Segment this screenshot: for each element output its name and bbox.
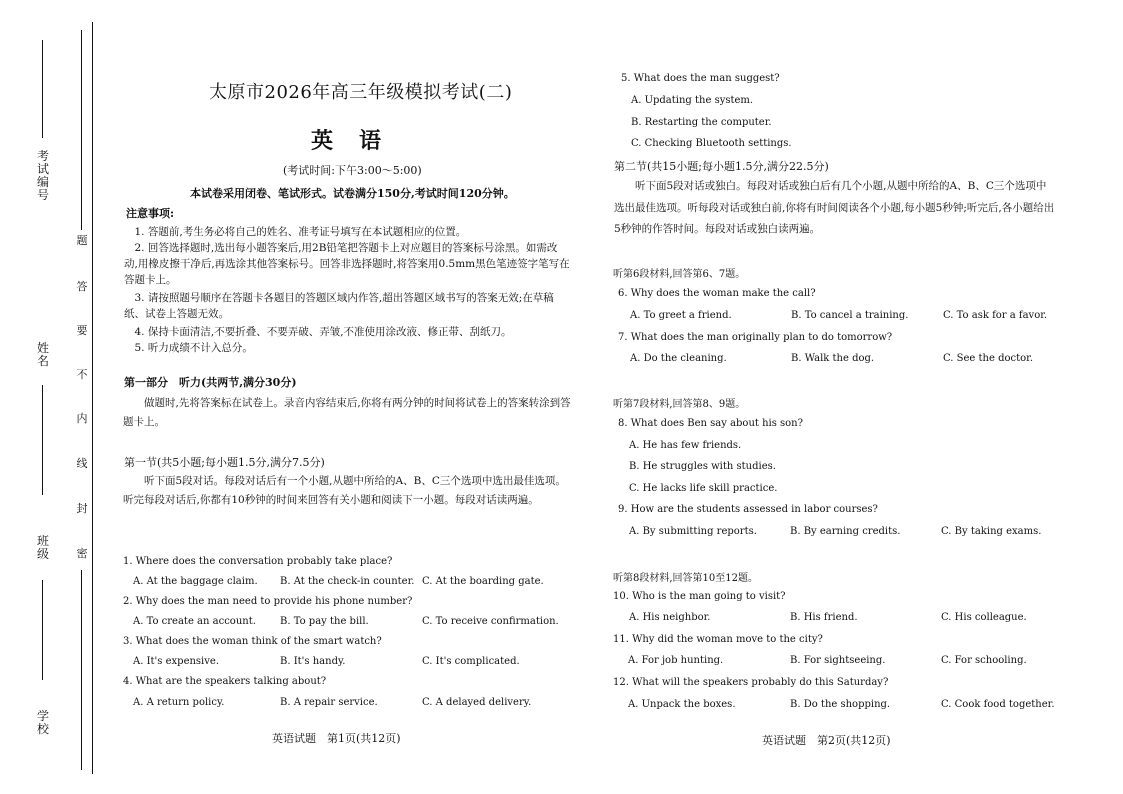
option-b: B. It's handy. — [280, 656, 346, 667]
notice-item: 5. 听力成绩不计入总分。 — [134, 342, 253, 354]
question-text: 5. What does the man suggest? — [621, 73, 780, 84]
option-a: A. His neighbor. — [629, 612, 711, 623]
option-c: C. To receive confirmation. — [422, 616, 559, 627]
notice-item: 3. 请按照题号顺序在答题卡各题目的答题区域内作答,超出答题区域书写的答案无效;在草稿纸、试卷上答题无效。 — [124, 292, 554, 320]
notice-item: 4. 保持卡面清洁,不要折叠、不要弄破、弄皱,不准使用涂改液、修正带、刮纸刀。 — [134, 326, 512, 338]
question-text: 2. Why does the man need to provide his phone number? — [123, 596, 413, 607]
option-b: B. At the check-in counter. — [280, 576, 415, 587]
option-a: A. At the baggage claim. — [133, 576, 258, 587]
seal-char: 线 — [76, 457, 88, 470]
option-b: B. His friend. — [790, 612, 858, 623]
option-c: C. He lacks life skill practice. — [629, 483, 778, 494]
group-intro: 听第8段材料,回答第10至12题。 — [613, 573, 758, 584]
exam-no-line — [42, 40, 43, 138]
seal-char: 要 — [76, 324, 88, 337]
part1-intro: 做题时,先将答案标在试卷上。录音内容结束后,你将有两分钟的时间将试卷上的答案转涂到答题卡上。 — [123, 397, 571, 428]
seal-line-top — [81, 30, 82, 230]
notice-item: 1. 答题前,考生务必将自己的姓名、准考证号填写在本试题相应的位置。 — [134, 226, 467, 238]
option-a: A. A return policy. — [133, 697, 225, 708]
option-c: C. Cook food together. — [941, 699, 1055, 710]
seal-char: 内 — [76, 412, 88, 425]
option-a: A. To create an account. — [133, 616, 256, 627]
question-text: 7. What does the man originally plan to do tomorrow? — [618, 332, 893, 343]
option-c: C. At the boarding gate. — [422, 576, 544, 587]
question-text: 3. What does the woman think of the smart watch? — [123, 636, 382, 647]
exam-time: (考试时间:下午3:00～5:00) — [283, 164, 422, 177]
subject-title: 英语 — [311, 128, 408, 154]
page-footer-right: 英语试题 第2页(共12页) — [762, 734, 891, 747]
class-line — [42, 580, 43, 680]
exam-no-label: 考试编号 — [36, 149, 49, 202]
part1-heading: 第一部分 听力(共两节,满分30分) — [124, 376, 297, 389]
question-text: 11. Why did the woman move to the city? — [613, 634, 823, 645]
option-c: C. To ask for a favor. — [943, 310, 1048, 321]
option-c: C. A delayed delivery. — [422, 697, 532, 708]
option-a: A. He has few friends. — [629, 440, 742, 451]
notice-item: 2. 回答选择题时,选出每小题答案后,用2B铅笔把答题卡上对应题目的答案标号涂黑。如需改动,用橡皮擦干净后,再选涂其他答案标号。回答非选择题时,将答案用0.5mm黑色笔迹签字笔写在答题卡上。 — [124, 242, 570, 286]
option-c: C. It's complicated. — [422, 656, 520, 667]
option-a: A. To greet a friend. — [630, 310, 732, 321]
section1-intro: 听下面5段对话。每段对话后有一个小题,从题中所给的A、B、C三个选项中选出最佳选项。听完每段对话后,你都有10秒钟的时间来回答有关小题和阅读下一小题。每段对话读两遍。 — [123, 475, 566, 506]
option-a: A. It's expensive. — [133, 656, 220, 667]
group-intro: 听第7段材料,回答第8、9题。 — [613, 399, 746, 410]
question-text: 9. How are the students assessed in labor courses? — [618, 504, 878, 515]
seal-char: 密 — [76, 547, 88, 560]
option-c: C. See the doctor. — [943, 353, 1033, 364]
group-intro: 听第6段材料,回答第6、7题。 — [613, 269, 746, 280]
option-b: B. Do the shopping. — [790, 699, 891, 710]
option-b: B. Restarting the computer. — [631, 117, 772, 128]
option-c: C. Checking Bluetooth settings. — [631, 138, 792, 149]
page-footer-left: 英语试题 第1页(共12页) — [272, 732, 401, 745]
option-b: B. A repair service. — [280, 697, 378, 708]
seal-char: 答 — [76, 280, 88, 293]
option-a: A. By submitting reports. — [629, 526, 757, 537]
option-b: B. To pay the bill. — [280, 616, 369, 627]
question-text: 10. Who is the man going to visit? — [613, 591, 786, 602]
option-a: A. Updating the system. — [631, 95, 754, 106]
school-label: 学校 — [36, 709, 49, 736]
question-text: 1. Where does the conversation probably take place? — [123, 556, 393, 567]
exam-info: 本试卷采用闭卷、笔试形式。试卷满分150分,考试时间120分钟。 — [190, 187, 515, 200]
option-c: C. For schooling. — [941, 655, 1027, 666]
name-label: 姓名 — [36, 341, 49, 368]
seal-char: 不 — [76, 368, 88, 381]
option-a: A. Do the cleaning. — [630, 353, 727, 364]
seal-char: 题 — [76, 234, 88, 247]
option-a: A. Unpack the boxes. — [628, 699, 736, 710]
question-text: 6. Why does the woman make the call? — [618, 288, 816, 299]
question-text: 12. What will the speakers probably do this Saturday? — [613, 677, 889, 688]
section2-heading: 第二节(共15小题;每小题1.5分,满分22.5分) — [614, 160, 829, 173]
class-label: 班级 — [36, 534, 49, 561]
option-b: B. He struggles with studies. — [629, 461, 776, 472]
option-c: C. By taking exams. — [941, 526, 1042, 537]
name-line — [42, 385, 43, 495]
exam-title: 太原市2026年高三年级模拟考试(二) — [209, 82, 513, 103]
margin-border-line — [92, 22, 93, 774]
seal-line-bottom — [81, 570, 82, 770]
seal-char: 封 — [76, 502, 88, 515]
option-b: B. To cancel a training. — [791, 310, 909, 321]
question-text: 8. What does Ben say about his son? — [618, 418, 803, 429]
option-b: B. For sightseeing. — [790, 655, 886, 666]
option-c: C. His colleague. — [941, 612, 1027, 623]
option-b: B. Walk the dog. — [791, 353, 875, 364]
section1-heading: 第一节(共5小题;每小题1.5分,满分7.5分) — [124, 456, 325, 469]
option-a: A. For job hunting. — [628, 655, 724, 666]
question-text: 4. What are the speakers talking about? — [123, 676, 327, 687]
section2-intro: 听下面5段对话或独白。每段对话或独白后有几个小题,从题中所给的A、B、C三个选项中选出最佳选项。听每段对话或独白前,你将有时间阅读各个小题,每小题5秒钟;听完后,各小题给出5秒钟的作答时间。每段对话或独白读两遍。 — [614, 180, 1055, 235]
option-b: B. By earning credits. — [790, 526, 901, 537]
notice-heading: 注意事项: — [126, 207, 175, 220]
